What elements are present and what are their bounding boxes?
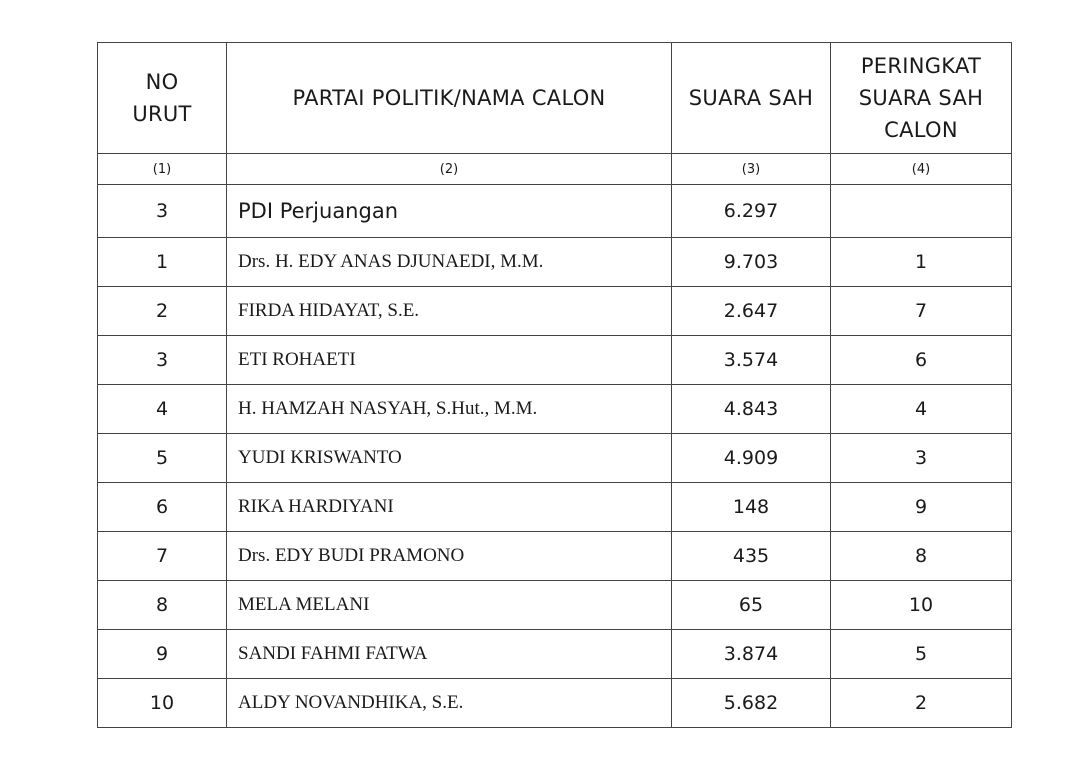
candidate-suara: 9.703 xyxy=(672,238,831,287)
candidate-rank: 8 xyxy=(831,532,1012,581)
candidate-name: ETI ROHAETI xyxy=(227,336,672,385)
party-row xyxy=(98,185,1012,238)
header-peringkat: PERINGKAT SUARA SAH CALON xyxy=(831,43,1012,154)
candidate-name: MELA MELANI xyxy=(227,581,672,630)
candidate-suara: 435 xyxy=(672,532,831,581)
column-index-cell: (2) xyxy=(227,154,672,185)
column-index-cell: (4) xyxy=(831,154,1012,185)
candidate-name: H. HAMZAH NASYAH, S.Hut., M.M. xyxy=(227,385,672,434)
candidate-name: YUDI KRISWANTO xyxy=(227,434,672,483)
table-row xyxy=(98,532,1012,581)
candidate-suara: 3.874 xyxy=(672,630,831,679)
table-row xyxy=(98,630,1012,679)
candidate-no: 8 xyxy=(98,581,227,630)
candidate-suara: 3.574 xyxy=(672,336,831,385)
table-row xyxy=(98,385,1012,434)
party-rank xyxy=(831,185,1012,238)
candidate-rank: 9 xyxy=(831,483,1012,532)
candidate-rank: 2 xyxy=(831,679,1012,728)
table-row xyxy=(98,581,1012,630)
column-index-row xyxy=(98,154,1012,185)
table-row xyxy=(98,483,1012,532)
header-suara-sah: SUARA SAH xyxy=(672,43,831,154)
candidate-suara: 65 xyxy=(672,581,831,630)
candidate-no: 3 xyxy=(98,336,227,385)
table-row xyxy=(98,679,1012,728)
table-row xyxy=(98,238,1012,287)
candidate-suara: 2.647 xyxy=(672,287,831,336)
candidate-no: 9 xyxy=(98,630,227,679)
candidate-rank: 6 xyxy=(831,336,1012,385)
candidate-name: SANDI FAHMI FATWA xyxy=(227,630,672,679)
candidate-no: 6 xyxy=(98,483,227,532)
candidate-name: Drs. EDY BUDI PRAMONO xyxy=(227,532,672,581)
header-no-urut: NO URUT xyxy=(98,43,227,154)
candidate-name: ALDY NOVANDHIKA, S.E. xyxy=(227,679,672,728)
candidate-no: 5 xyxy=(98,434,227,483)
candidate-rows xyxy=(98,238,1012,728)
header-partai-nama-calon: PARTAI POLITIK/NAMA CALON xyxy=(227,43,672,154)
candidate-rank: 5 xyxy=(831,630,1012,679)
candidate-suara: 4.909 xyxy=(672,434,831,483)
candidate-rank: 3 xyxy=(831,434,1012,483)
table-header-row xyxy=(98,43,1012,154)
column-index-cell: (3) xyxy=(672,154,831,185)
candidate-no: 1 xyxy=(98,238,227,287)
candidate-rank: 10 xyxy=(831,581,1012,630)
column-index-cell: (1) xyxy=(98,154,227,185)
candidate-no: 2 xyxy=(98,287,227,336)
candidate-no: 7 xyxy=(98,532,227,581)
candidate-suara: 5.682 xyxy=(672,679,831,728)
candidate-name: RIKA HARDIYANI xyxy=(227,483,672,532)
table-row xyxy=(98,287,1012,336)
candidate-rank: 4 xyxy=(831,385,1012,434)
candidate-no: 4 xyxy=(98,385,227,434)
candidate-name: Drs. H. EDY ANAS DJUNAEDI, M.M. xyxy=(227,238,672,287)
candidate-rank: 1 xyxy=(831,238,1012,287)
candidate-no: 10 xyxy=(98,679,227,728)
vote-results-table xyxy=(97,42,1012,728)
party-suara: 6.297 xyxy=(672,185,831,238)
candidate-suara: 148 xyxy=(672,483,831,532)
table-row xyxy=(98,434,1012,483)
party-no: 3 xyxy=(98,185,227,238)
candidate-suara: 4.843 xyxy=(672,385,831,434)
table-row xyxy=(98,336,1012,385)
candidate-rank: 7 xyxy=(831,287,1012,336)
party-name: PDI Perjuangan xyxy=(227,185,672,238)
candidate-name: FIRDA HIDAYAT, S.E. xyxy=(227,287,672,336)
